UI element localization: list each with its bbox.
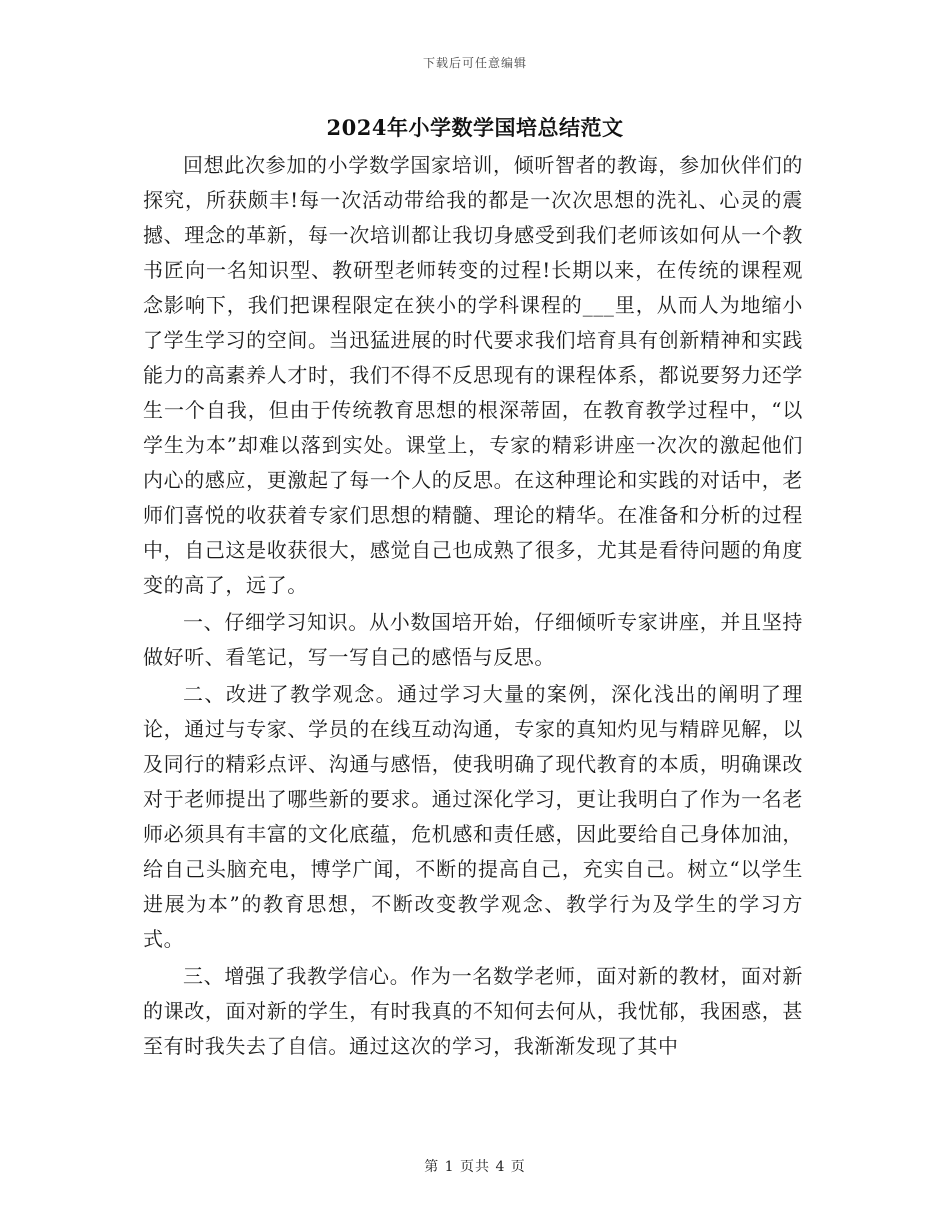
page-number-footer: 第 1 页共 4 页 [424, 1159, 526, 1175]
document-body [143, 148, 803, 1064]
paragraph-intro: 回想此次参加的小学数学国家培训，倾听智者的教诲，参加伙伴们的探究，所获颇丰!每一次活动带给我的都是一次次思想的洗礼、心灵的震撼、理念的革新，每一次培训都让我切身感受到我们老师该如何从一个教书匠向一名知识型、教研型老师转变的过程!长期以来，在传统的课程观念影响下，我们把课程限定在狭小的学科课程的___里，从而人为地缩小了学生学习的空间。当迅猛进展的时代要求我们培育具有创新精神和实践能力的高素养人才时，我们不得不反思现有的课程体系，都说要努力还学生一个自我，但由于传统教育思想的根深蒂固，在教育教学过程中，“以学生为本”却难以落到实处。课堂上，专家的精彩讲座一次次的激起他们内心的感应，更激起了每一个人的反思。在这种理论和实践的对话中，老师们喜悦的收获着专家们思想的精髓、理论的精华。在准备和分析的过程中，自己这是收获很大，感觉自己也成熟了很多，尤其是看待问题的角度变的高了，远了。 [143, 153, 803, 597]
paragraph-point-1: 一、仔细学习知识。从小数国培开始，仔细倾听专家讲座，并且坚持做好听、看笔记，写一写自己的感悟与反思。 [143, 610, 803, 669]
paragraph-point-2: 二、改进了教学观念。通过学习大量的案例，深化浅出的阐明了理论，通过与专家、学员的在线互动沟通，专家的真知灼见与精辟见解，以及同行的精彩点评、沟通与感悟，使我明确了现代教育的本质，明确课改对于老师提出了哪些新的要求。通过深化学习，更让我明白了作为一名老师必须具有丰富的文化底蕴，危机感和责任感，因此要给自己身体加油，给自己头脑充电，博学广闻，不断的提高自己，充实自己。树立“以学生进展为本”的教育思想，不断改变教学观念、教学行为及学生的学习方式。 [143, 682, 803, 951]
document-title: 2024年小学数学国培总结范文 [326, 115, 624, 140]
page-header-note: 下载后可任意编辑 [422, 56, 527, 70]
paragraph-point-3: 三、增强了我教学信心。作为一名数学老师，面对新的教材，面对新的课改，面对新的学生，有时我真的不知何去何从，我忧郁，我困惑，甚至有时我失去了自信。通过这次的学习，我渐渐发现了其中 [143, 964, 803, 1058]
